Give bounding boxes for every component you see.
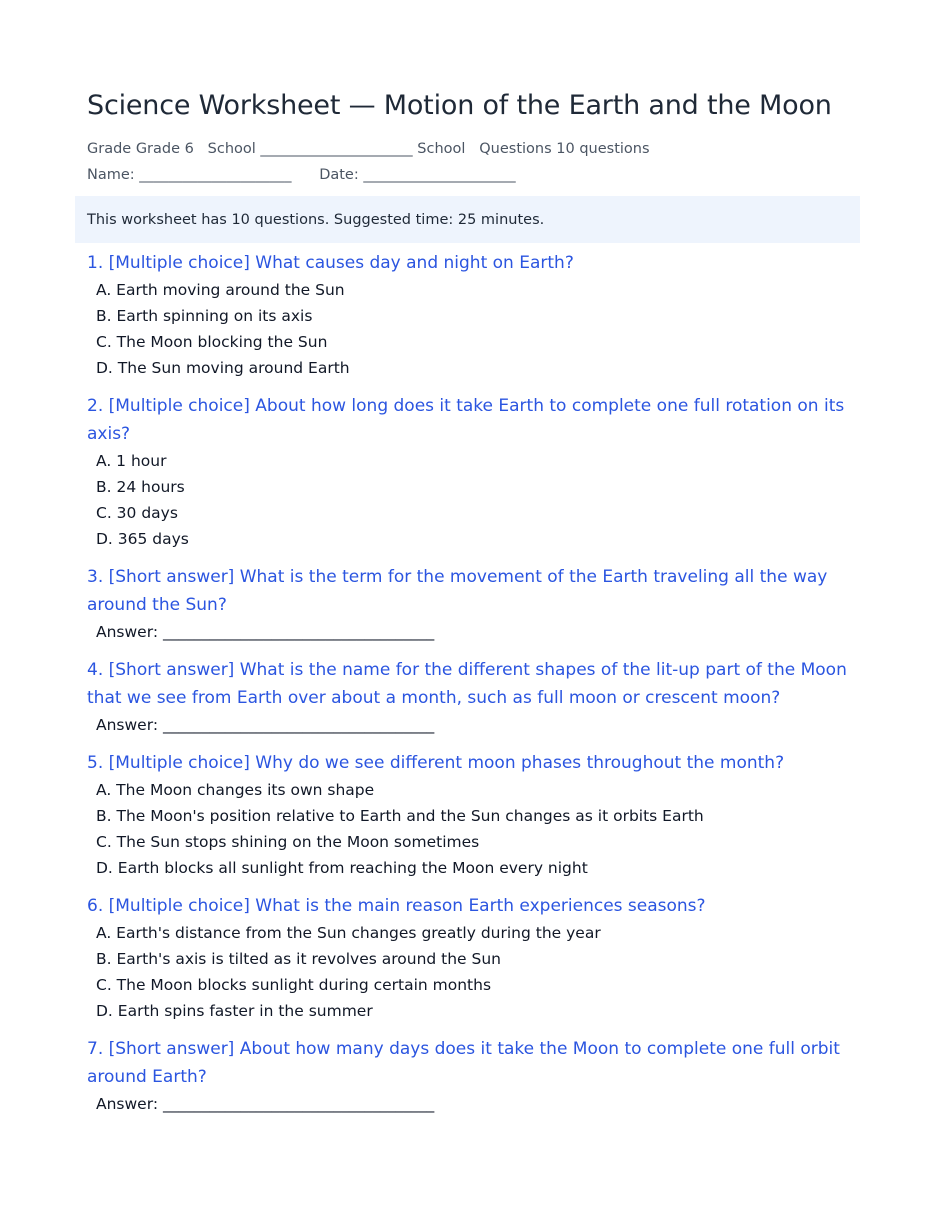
meta-grade-school-questions: Grade Grade 6 School _____________________ School Questions 10 questions — [87, 141, 650, 157]
question-text: 6. [Multiple choice] What is the main reason Earth experiences seasons? — [87, 896, 706, 916]
answer-option-c: C. The Moon blocking the Sun — [96, 333, 328, 351]
answer-line: Answer: ___________________________________ — [96, 716, 435, 734]
answer-option-b: B. Earth's axis is tilted as it revolves around the Sun — [96, 950, 502, 968]
answer-option-b: B. 24 hours — [96, 478, 185, 496]
answer-option-a: A. Earth moving around the Sun — [96, 281, 345, 299]
answer-option-a: A. 1 hour — [96, 452, 167, 470]
answer-option-d: D. Earth spins faster in the summer — [96, 1002, 373, 1020]
question-text: 3. [Short answer] What is the term for the movement of the Earth traveling all the way around the Sun? — [87, 567, 828, 615]
name-field: Name: _____________________ — [87, 167, 292, 183]
answer-option-d: D. The Sun moving around Earth — [96, 359, 350, 377]
answer-option-c: C. The Sun stops shining on the Moon sometimes — [96, 833, 480, 851]
answer-option-d: D. Earth blocks all sunlight from reaching the Moon every night — [96, 859, 588, 877]
answer-line: Answer: ___________________________________ — [96, 623, 435, 641]
meta-line-grade-school-questions — [87, 136, 860, 162]
question-6 — [87, 892, 860, 1024]
meta-line-name-date — [87, 162, 860, 188]
question-5 — [87, 749, 860, 881]
info-banner-text: This worksheet has 10 questions. Suggested time: 25 minutes. — [87, 211, 545, 228]
question-text: 5. [Multiple choice] Why do we see different moon phases throughout the month? — [87, 753, 785, 773]
question-list — [87, 249, 860, 1117]
question-4 — [87, 656, 860, 738]
question-7 — [87, 1035, 860, 1117]
question-text: 7. [Short answer] About how many days does it take the Moon to complete one full orbit around Earth? — [87, 1039, 840, 1087]
answer-line: Answer: ___________________________________ — [96, 1095, 435, 1113]
worksheet-meta — [87, 136, 860, 188]
answer-option-d: D. 365 days — [96, 530, 189, 548]
answer-option-c: C. The Moon blocks sunlight during certain months — [96, 976, 492, 994]
question-text: 2. [Multiple choice] About how long does it take Earth to complete one full rotation on its axis? — [87, 396, 845, 444]
answer-option-b: B. The Moon's position relative to Earth and the Sun changes as it orbits Earth — [96, 807, 704, 825]
question-1 — [87, 249, 860, 381]
answer-option-a: A. Earth's distance from the Sun changes greatly during the year — [96, 924, 601, 942]
date-field: Date: _____________________ — [319, 167, 516, 183]
question-text: 4. [Short answer] What is the name for the different shapes of the lit-up part of the Moon that we see from Earth over about a month, such as full moon or crescent moon? — [87, 660, 847, 708]
answer-option-c: C. 30 days — [96, 504, 178, 522]
question-text: 1. [Multiple choice] What causes day and night on Earth? — [87, 253, 574, 273]
question-2 — [87, 392, 860, 552]
answer-option-b: B. Earth spinning on its axis — [96, 307, 313, 325]
info-banner — [75, 196, 860, 243]
answer-option-a: A. The Moon changes its own shape — [96, 781, 375, 799]
page-title: Science Worksheet — Motion of the Earth and the Moon — [87, 90, 832, 121]
question-3 — [87, 563, 860, 645]
